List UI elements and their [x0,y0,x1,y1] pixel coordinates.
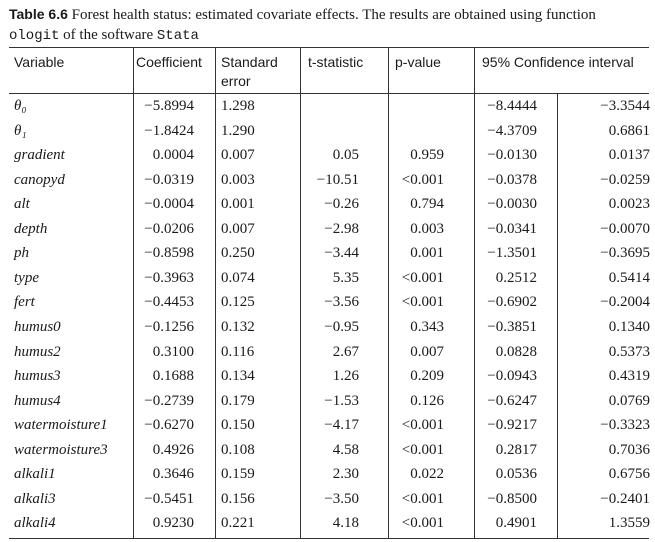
cell-ci-upper: −3.3544 [600,98,650,114]
cell-ci-lower: −1.3501 [487,245,537,262]
cell-standard-error: 0.150 [221,417,255,434]
cell-p-value: <0.001 [401,294,444,311]
cell-ci-lower: 0.0828 [495,343,537,360]
table-row [0,438,655,463]
cell-ci-lower: −0.0943 [487,368,537,385]
cell-ci-upper: 0.7036 [608,441,650,458]
cell-coefficient: −0.1256 [144,318,194,335]
cell-coefficient: −0.5451 [144,490,194,507]
cell-ci-upper: 0.1340 [608,318,650,335]
table-row [0,143,655,168]
cell-standard-error: 0.001 [221,196,255,213]
table-row [0,413,655,438]
cell-t-statistic: −0.95 [324,318,359,335]
header-error: error [221,73,251,89]
cell-variable: alkali3 [14,490,56,507]
cell-standard-error: 0.132 [221,318,255,335]
table-row [0,389,655,414]
header-t-statistic: t-statistic [308,54,364,70]
cell-standard-error: 0.108 [221,441,255,458]
cell-ci-upper: 0.5373 [608,343,650,360]
cell-variable: humus3 [14,368,61,385]
cell-coefficient: 0.4926 [152,441,194,458]
cell-ci-lower: −0.0341 [487,220,537,237]
cell-p-value: 0.126 [410,392,444,409]
cell-ci-lower: 0.4901 [495,515,537,532]
table-row [0,168,655,193]
cell-t-statistic: −3.50 [324,490,359,507]
cell-ci-upper: 0.0769 [608,392,650,409]
cell-p-value: <0.001 [401,441,444,458]
cell-standard-error: 0.125 [221,294,255,311]
cell-standard-error: 0.250 [221,245,255,262]
caption-text-2: of the software [63,27,154,43]
cell-p-value: 0.022 [410,466,444,483]
top-rule [9,47,649,48]
cell-ci-upper: −0.2004 [600,294,650,311]
cell-p-value: <0.001 [401,515,444,532]
cell-standard-error: 0.003 [221,171,255,188]
cell-standard-error: 0.007 [221,220,255,237]
cell-ci-upper: −0.3323 [600,417,650,434]
cell-coefficient: 0.1688 [152,368,194,385]
cell-variable: alt [14,196,30,213]
cell-t-statistic: −4.17 [324,417,359,434]
cell-ci-lower: 0.2512 [495,269,537,286]
cell-coefficient: −0.0319 [144,171,194,188]
caption-text-1: Forest health status: estimated covariate effects. The results are obtained using function [71,7,596,23]
cell-ci-lower: −8.4444 [487,98,537,114]
cell-variable: gradient [14,147,65,164]
cell-ci-lower: −0.6247 [487,392,537,409]
cell-p-value: 0.001 [410,245,444,262]
cell-ci-lower: −0.8500 [487,490,537,507]
table-row [0,192,655,217]
cell-t-statistic: 2.67 [332,343,359,360]
cell-standard-error: 0.134 [221,368,255,385]
table-row [0,315,655,340]
caption-code-ologit: ologit [9,28,60,44]
cell-standard-error: 1.290 [221,122,255,139]
cell-t-statistic: −3.56 [324,294,359,311]
cell-coefficient: −1.8424 [144,122,194,139]
table-row [0,340,655,365]
cell-ci-lower: −4.3709 [487,122,537,139]
cell-coefficient: −0.2739 [144,392,194,409]
cell-ci-upper: 0.6861 [608,122,650,139]
table-row [0,241,655,266]
cell-standard-error: 0.074 [221,269,255,286]
cell-ci-upper: 0.5414 [608,269,650,286]
cell-t-statistic: −2.98 [324,220,359,237]
cell-ci-lower: −0.3851 [487,318,537,335]
cell-variable: canopyd [14,171,65,188]
cell-t-statistic: 4.58 [332,441,359,458]
cell-t-statistic: 1.26 [332,368,359,385]
cell-p-value: 0.007 [410,343,444,360]
cell-ci-lower: −0.0030 [487,196,537,213]
cell-coefficient: −0.0206 [144,220,194,237]
cell-ci-upper: 1.3559 [608,515,650,532]
cell-standard-error: 0.179 [221,392,255,409]
cell-t-statistic: 4.18 [332,515,359,532]
cell-standard-error: 0.116 [221,343,255,360]
cell-coefficient: 0.9230 [152,515,194,532]
cell-variable: alkali4 [14,515,56,532]
cell-coefficient: 0.3100 [152,343,194,360]
table-row [0,119,655,144]
table-caption [9,4,649,46]
cell-p-value: 0.209 [410,368,444,385]
cell-t-statistic: 2.30 [332,466,359,483]
cell-variable: type [14,269,39,286]
header-variable: Variable [14,54,65,70]
table-row [0,511,655,536]
table-row [0,217,655,242]
cell-ci-upper: −0.2401 [600,490,650,507]
cell-t-statistic: −10.51 [316,171,359,188]
cell-coefficient: −0.4453 [144,294,194,311]
cell-variable: alkali1 [14,466,56,483]
header-standard: Standard [221,54,278,70]
cell-variable: humus4 [14,392,61,409]
caption-label: Table 6.6 [9,6,68,22]
header-confidence-interval: 95% Confidence interval [482,54,634,70]
cell-coefficient: 0.0004 [152,147,194,164]
cell-variable: θ₁ [14,122,27,139]
cell-variable: humus2 [14,343,61,360]
cell-p-value: <0.001 [401,490,444,507]
cell-ci-lower: −0.9217 [487,417,537,434]
cell-ci-upper: 0.0137 [608,147,650,164]
cell-ci-lower: 0.2817 [495,441,537,458]
header-coefficient: Coefficient [136,54,202,70]
table-row [0,290,655,315]
cell-variable: θ₀ [14,98,27,114]
cell-coefficient: −0.6270 [144,417,194,434]
table-row [0,94,655,119]
cell-t-statistic: −1.53 [324,392,359,409]
cell-variable: ph [14,245,29,262]
cell-ci-upper: −0.0070 [600,220,650,237]
caption-code-stata: Stata [156,28,199,44]
table-row [0,266,655,291]
cell-standard-error: 1.298 [221,98,255,114]
cell-p-value: <0.001 [401,171,444,188]
cell-p-value: 0.003 [410,220,444,237]
cell-variable: watermoisture1 [14,417,108,434]
cell-t-statistic: 0.05 [332,147,359,164]
cell-coefficient: −5.8994 [144,98,194,114]
cell-coefficient: −0.3963 [144,269,194,286]
cell-p-value: 0.959 [410,147,444,164]
cell-ci-lower: −0.0378 [487,171,537,188]
cell-coefficient: −0.0004 [144,196,194,213]
cell-ci-upper: 0.0023 [608,196,650,213]
cell-t-statistic: −3.44 [324,245,359,262]
cell-ci-upper: −0.3695 [600,245,650,262]
cell-t-statistic: −0.26 [324,196,359,213]
cell-ci-lower: 0.0536 [495,466,537,483]
cell-coefficient: 0.3646 [152,466,194,483]
cell-standard-error: 0.156 [221,490,255,507]
cell-p-value: <0.001 [401,417,444,434]
cell-standard-error: 0.159 [221,466,255,483]
table-row [0,364,655,389]
cell-p-value: 0.794 [410,196,444,213]
table-row [0,462,655,487]
cell-coefficient: −0.8598 [144,245,194,262]
bottom-rule [9,538,649,539]
cell-ci-upper: 0.6756 [608,466,650,483]
cell-ci-lower: −0.6902 [487,294,537,311]
cell-standard-error: 0.221 [221,515,255,532]
table-row [0,487,655,512]
cell-ci-lower: −0.0130 [487,147,537,164]
cell-variable: watermoisture3 [14,441,108,458]
cell-variable: fert [14,294,35,311]
cell-ci-upper: 0.4319 [608,368,650,385]
header-p-value: p-value [395,54,441,70]
cell-ci-upper: −0.0259 [600,171,650,188]
cell-p-value: <0.001 [401,269,444,286]
cell-variable: depth [14,220,48,237]
cell-t-statistic: 5.35 [332,269,359,286]
cell-standard-error: 0.007 [221,147,255,164]
cell-variable: humus0 [14,318,61,335]
cell-p-value: 0.343 [410,318,444,335]
